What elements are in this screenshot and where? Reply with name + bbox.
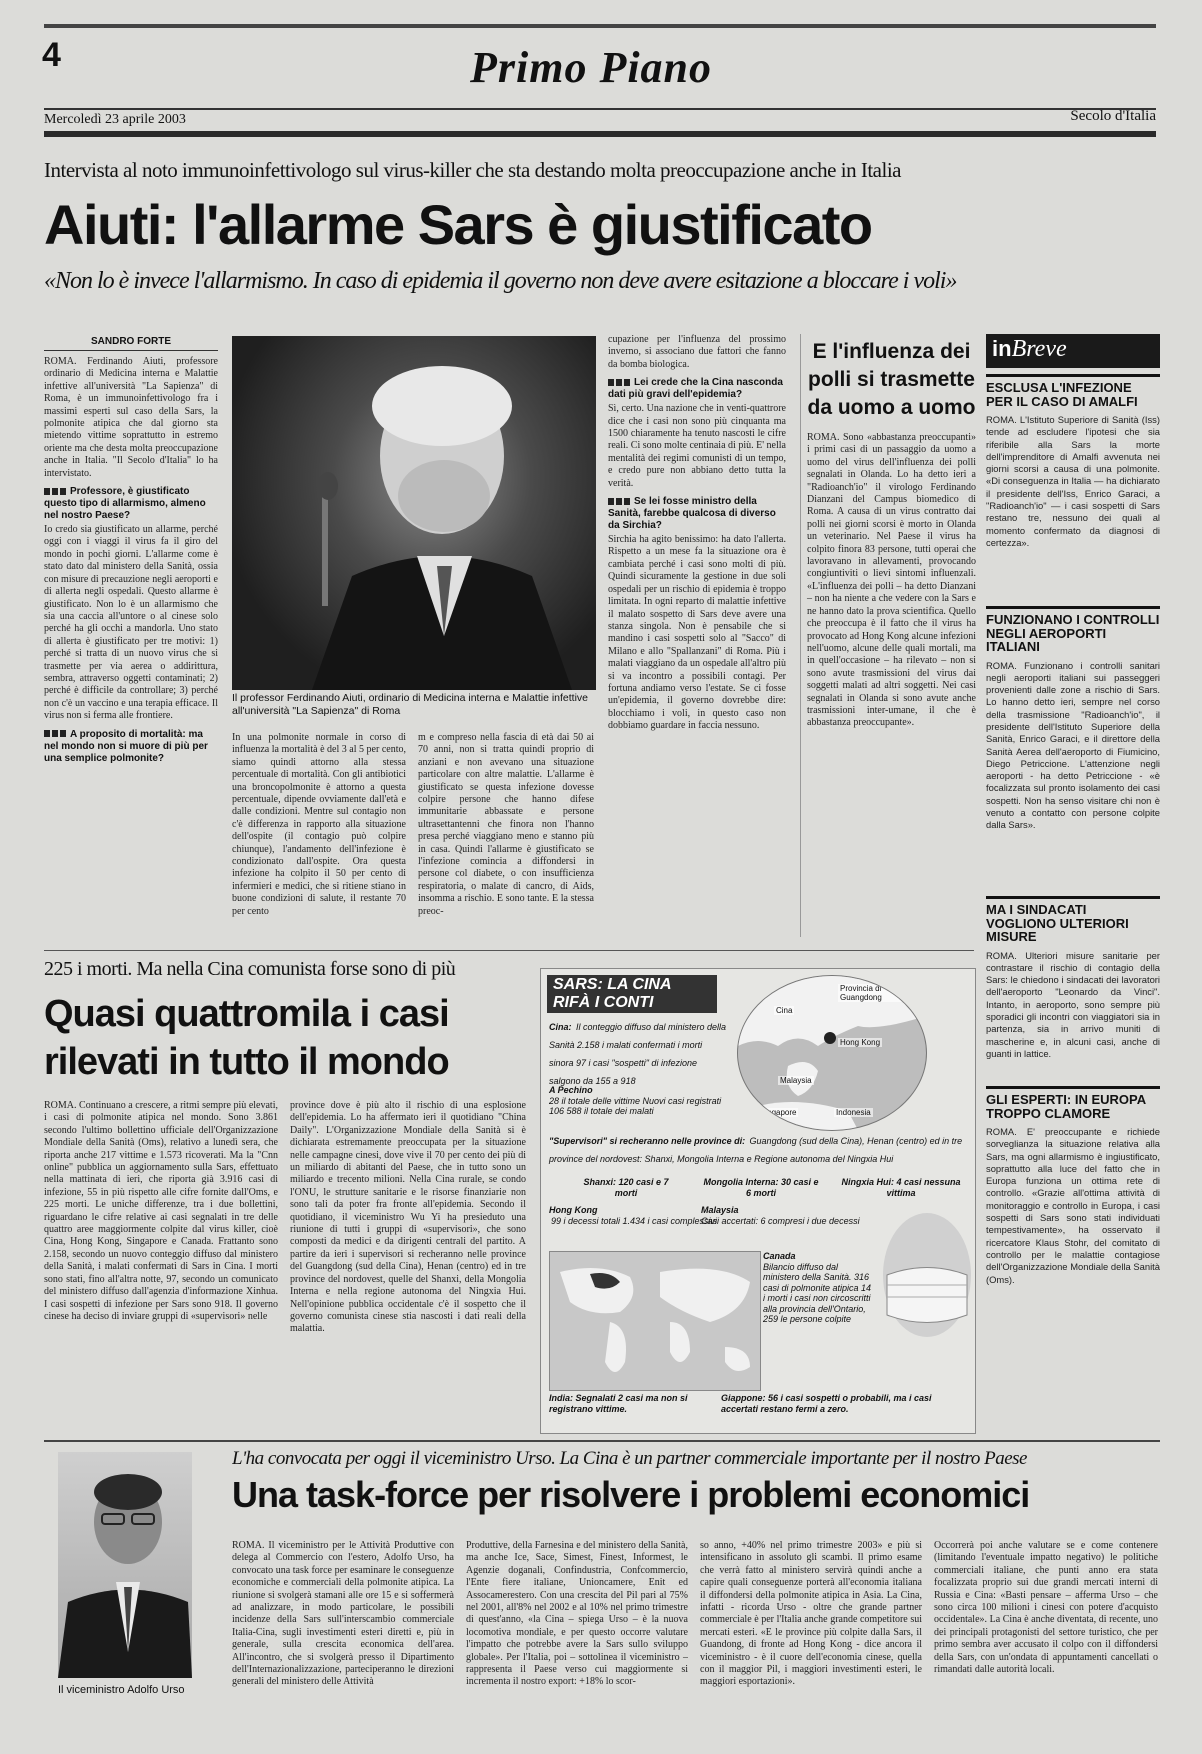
brief-text: ROMA. E' preoccupante e richiede sorveglianza la situazione relativa alla Sars, ma ogni allarmismo è ingiustificato, soprattutto alla luce del fatto che in Europa funziona un ottima rete di controllo. «Grazie all'ottima attività di monitoraggio e controllo in Europa, i casi sospetti di Sars sono stati individuati tempestivamente», ha osservato il ricercatore Klaus Stohr, del comitato di controllo per le malattie contagiose dell'Organizzazione Mondiale della Sanità (Oms). xyxy=(986,1126,1160,1285)
question-4 xyxy=(608,496,786,532)
mongolia-stat: Mongolia Interna: 30 casi e 6 morti xyxy=(703,1177,819,1198)
map-label-indonesia: Indonesia xyxy=(836,1108,871,1117)
aiuti-photo xyxy=(232,336,596,690)
pechino-text: 28 il totale delle vittime Nuovi casi registrati 106 588 il totale dei malati xyxy=(549,1095,722,1116)
malaysia-block xyxy=(701,1205,871,1245)
top-rule xyxy=(44,24,1156,28)
brief-item xyxy=(986,896,1160,1086)
canada-text: Bilancio diffuso dal ministero della Sanità. 316 casi di polmonite atipica 14 i morti i casi non circoscritti alla provincia dell'Ontario, 259 le persone colpite xyxy=(763,1261,872,1324)
lead-column-4 xyxy=(608,334,786,937)
asia-map xyxy=(737,975,927,1131)
brief-text: ROMA. L'Istituto Superiore di Sanità (Iss) tende ad escludere l'ipotesi che sia riferibile alla Sars la morte dell'imprenditore di Amalfi avvenuta nei giorni scorsi a causa di una polmonite. «Di conseguenza in Italia — ha dichiarato il presidente dell'Iss, Enrico Garaci, a "Radioanch'io" — i casi sospetti di Sars restano tre, nessuno dei quali al momento confermato da diagnosi di certezza». xyxy=(986,414,1160,548)
aiuti-photo-caption: Il professor Ferdinando Aiuti, ordinario di Medicina interna e Malattie infettive all'università "La Sapienza" di Roma xyxy=(232,692,589,717)
brief-text: ROMA. Ulteriori misure sanitarie per contrastare il rischio di contagio della Sars: le chiedono i sindacati dei lavoratori dell'aeroporto "Leonardo da Vinci". Intanto, in aeroporto, sono sempre più sporadici gli incontri con viaggiatori sia in partenza, sia in arrivo muniti di mascherine e, in alcuni casi, anche di guanti in lattice. xyxy=(986,949,1160,1059)
answer-4: Sirchia ha agito benissimo: ha dato l'allerta. Rispetto a un mese fa la situazione ora è cambiata perché i casi sono molti di più. Quindi sicuramente la gestione in due soli ospedali per un rischio di epidemia è troppo limitata. In ogni reparto di malattie infettive il malato sospetto di Sars deve avere una stanza singola. Non è pensabile che si mandino i casi sospetti solo al "Sacco" di Milano e allo "Spallanzani" di Roma. Più i malati viaggiano da un ospedale all'altro più si va incontro a possibili contagi. Per fortuna andiamo verso l'estate. Se ci fosse un'epidemia, il governo dovrebbe dire: blocchiamo i voli, in questo caso non dobbiamo guardare in faccia nessuno. xyxy=(608,534,786,732)
india-stat: India: Segnalati 2 casi ma non si registrano vittime. xyxy=(549,1393,688,1414)
map-label-singapore: Singapore xyxy=(760,1108,797,1117)
lead-subheadline: «Non lo è invece l'allarmismo. In caso di epidemia il governo non deve avere esitazione a bloccare i voli» xyxy=(44,268,957,294)
pechino-label: A Pechino xyxy=(549,1085,593,1095)
cina-block xyxy=(549,1017,729,1086)
brief-text: ROMA. Funzionano i controlli sanitari negli aeroporti italiani sui passeggeri provenienti dalle zone a rischio di Sars. Lo hanno detto ieri, sempre nel corso della trasmissione "Radioanch'io", il presidente dell'Istituto Superiore della Sanità, Enrico Garaci, e il direttore della Sanità Aerea dell'aeroporto di Fiumicino, Diego Petriccione. L'attenzione negli aeroporti - ha detto Petriccione - «è focalizzata sul pronto isolamento dei casi sospetti. Non ha senso visitare chi non è venuto a contatto con persone colpite dalla Sars». xyxy=(986,659,1160,831)
question-3 xyxy=(608,377,786,401)
second-column-1: ROMA. Continuano a crescere, a ritmi sempre più elevati, i casi di polmonite atipica nel mondo. Sono 3.861 secondo l'ultimo bollettino ufficiale dell'Organizzazione Mondiale della Sanità (Oms), relativo a lunedì sera, che riporta anche 217 vittime e 1.573 ricoverati. Ma la "Cnn online" pubblica un aggiornamento sulla Sars, effettuato nella mattinata di ieri, che riporta già 3.916 casi di infezione, 55 in più rispetto alle cifre fornite dall'Oms, e 225 morti. Le uniche differenze, tra i due bollettini, riguardano le cifre relative ai casi segnalati in tre delle quattro aree maggiormente colpite dal virus killer, cioè Cina, Hong Kong, Singapore e Canada. Frattanto sono 2.158, secondo un nuovo conteggio diffuso dal ministero della Sanità, i malati confermati di Sars in Cina. I morti sono stati, fino all'altra notte, 97, secondo un comunicato del ministero diffuso dall'agenzia d'informazione Xinhua. I casi sospetti di infezione per Sars sono 918. Il governo cinese ha deciso di inviare gruppi di «supervisori» nelle xyxy=(44,1100,278,1322)
second-column-2: province dove è più alto il rischio di una esplosione dell'epidemia. Lo ha affermato ieri il quotidiano "China Daily". L'Organizzazione Mondiale della Sanità si è dichiarata estremamente preoccupata per la situazione nelle campagne cinesi, dove vive il 70 per cento dei più di un miliardo di abitanti del Paese, che in tutto sono un miliardo e trecento milioni. Nella Cina rurale, se condo l'ONU, le strutture sanitarie e le risorse finanziarie non sono tali da poter fra fronte all'epidemia. Secondo il quotidiano, il viceministro Wu Yi ha presieduto una riunione di tutti i gruppi di «supervisori», che sono composti da medici e da dirigenti centrali del partito. A partire da ieri i supervisori si recheranno nelle province del Guangdong (sud della Cina), Henan (centro) ed in tre province del nordovest, quelle del Shanxi, della Mongolia Interna e nella regione autonoma del Ningxia Hui. Nell'opinione pubblica occidentale c'è il sospetto che il governo comunista cinese stia nascosti i dati reali della malattia. xyxy=(290,1100,526,1335)
canada-label: Canada xyxy=(763,1251,796,1261)
second-headline: Quasi quattromila i casi rilevati in tutto il mondo xyxy=(44,993,449,1083)
bottom-divider xyxy=(44,1440,1160,1442)
aiuti-portrait-icon xyxy=(232,336,596,690)
byline: SANDRO FORTE xyxy=(44,336,218,351)
brief-title: ESCLUSA L'INFEZIONE PER IL CASO DI AMALFI xyxy=(986,374,1160,408)
bottom-kicker: L'ha convocata per oggi il viceministro Urso. La Cina è un partner commerciale importante per il nostro Paese xyxy=(232,1448,1027,1469)
question-2 xyxy=(44,729,218,765)
lead-kicker: Intervista al noto immunoinfettivologo sul virus-killer che sta destando molta preoccupazione anche in Italia xyxy=(44,158,901,182)
map-label-hongkong: Hong Kong xyxy=(840,1038,881,1047)
question-marker-icon xyxy=(608,498,630,505)
section-title: Primo Piano xyxy=(470,43,713,92)
bottom-column-1: ROMA. Il viceministro per le Attività Produttive con delega al Commercio con l'estero, Adolfo Urso, ha convocato una task force per esaminare le conseguenze economiche e commerciali della polmonite atipica. La riunione si svolgerà stamani alle ore 15 e si soffermerà ad analizzare, in modo particolare, le possibili incidenze della Sars sull'interscambio commerciale Italia-Cina, sugli investimenti esteri diretti e, più in generale, sulla crescita economica dell'area. All'incontro, che si svolgerà presso il Dipartimento dell'Internazionalizzazione, parteciperanno le direzioni generali del ministero delle Attività xyxy=(232,1540,454,1688)
map-label-guangdong: Provincia di Guangdong xyxy=(838,984,912,1002)
question-1 xyxy=(44,486,218,522)
answer-3: Sì, certo. Una nazione che in venti-quattrore dice che i casi non sono più cinquanta ma 1500 chiaramente ha tenuto nascosti le cifre reali. Ci sono molte centinaia di più. E' nella mentalità dei regimi comunisti di un tempo, e credo pure non abbiano detto tutta la verità. xyxy=(608,403,786,489)
infographic-title-box xyxy=(547,975,717,1013)
map-label-malaysia: Malaysia xyxy=(780,1076,812,1085)
hongkong-label: Hong Kong xyxy=(549,1205,598,1215)
giappone-stat: Giappone: 56 i casi sospetti o probabili, ma i casi accertati restano fermi a zero. xyxy=(721,1393,932,1414)
question-1-text: Professore, è giustificato questo tipo di allarmismo, almeno nel nostro Paese? xyxy=(44,486,206,522)
brief-item xyxy=(986,1086,1160,1386)
in-breve-header xyxy=(986,334,1160,368)
sidebar-text: ROMA. Sono «abbastanza preoccupanti» i primi casi di un passaggio da uomo a uomo del virus dell'influenza dei polli segnalati in Olanda. Lo ha detto ieri a "Radioanch'io" il virologo Ferdinando Dianzani del Campus biomedico di Roma. A causa di un virus contratto dai polli nei giorni scorsi è morto in Olanda un veterinario. Nel Paese il virus ha colpito finora 83 persone, tutti operai che lavoravano in allevamenti, provocando congiuntiviti o lievi sintomi influenzali. «L'influenza dei polli – ha detto Dianzani – non ha niente a che vedere con la Sars e ne hanno dato la prova scientifica. Quello che preoccupa è il fatto che il virus ha provocato ad Hong Kong alcune infezioni nell'uomo, alcune delle quali mortali, ma in quell'occasione – ha rilevato – non si sono avute trasmissioni del virus dai soggetti malati ad altri soggetti. Nei casi segnalati in Olanda si sono avute anche trasmissioni inter-umane, il che è abbastanza preoccupante». xyxy=(807,432,976,729)
urso-photo xyxy=(58,1452,192,1678)
lead-column-1 xyxy=(44,336,218,936)
masthead-rule-bottom xyxy=(44,131,1156,137)
malaysia-text: Casi accertati: 6 compresi i due decessi xyxy=(701,1215,860,1226)
lead-headline: Aiuti: l'allarme Sars è giustificato xyxy=(44,193,872,256)
sidebar-box xyxy=(800,334,976,937)
question-marker-icon xyxy=(44,730,66,737)
in-breve-breve: Breve xyxy=(1011,336,1067,362)
brief-title: MA I SINDACATI VOGLIONO ULTERIORI MISURE xyxy=(986,896,1160,944)
map-label-cina: Cina xyxy=(776,1006,793,1015)
question-4-text: Se lei fosse ministro della Sanità, farebbe qualcosa di diverso da Sirchia? xyxy=(608,496,776,532)
bottom-column-3: so anno, +40% nel primo trimestre 2003» e più si intensificano in assoluto gli scambi. Il primo esame che verrà fatto al ministero servirà quindi anche a capire quali conseguenze porterà all'economia italiana il diffondersi della polmonite atipica in Asia. La Cina, infatti - ricorda Urso - oltre che grande partner commerciale è per l'Italia anche grande competitore sui mercati esteri. «E le province più colpite dalla Sars, il Guandong, di fronte ad Hong Kong - dice ancora il viceministro - è il cuore dell'economia cinese, quella con il maggior Pil, i maggiori investimenti esteri, le maggiori esportazioni». xyxy=(700,1540,922,1688)
sars-infographic xyxy=(540,968,976,1434)
world-map xyxy=(549,1251,761,1391)
hongkong-block xyxy=(549,1205,719,1245)
masked-face-icon xyxy=(857,1205,971,1355)
sidebar-headline: E l'influenza dei polli si trasmette da uomo a uomo xyxy=(807,340,976,419)
urso-photo-caption: Il viceministro Adolfo Urso xyxy=(58,1684,185,1696)
bottom-column-4: Occorrerà poi anche valutare se e come contenere (limitando l'eventuale impatto negativo) le politiche commerciali italiane, che punti anno era stata focalizzata proprio sui due grandi mercati interni di Russia e Cina: «Basti pensare – afferma Urso – che sono circa 100 milioni i cinesi con potere d'acquisto occidentale». La Cina è anche diventata, di recente, uno dei principali protagonisti del settore turistico, che per primo sembra aver accusato il colpo con il diffondersi della Sars, con un'ondata di appuntamenti cancellati o rimandati dalle autorità locali. xyxy=(934,1540,1158,1676)
lead-column-2: In una polmonite normale in corso di influenza la mortalità è del 3 al 5 per cento, siamo quindi attorno alla stessa percentuale di mortalità. Con gli antibiotici una broncopolmonite è attorno a questa percentuale, dipende ovviamente dall'età e dalle condizioni. Mentre sul contagio non c'è differenza in rapporto alla situazione dell'ospite (il contagio può colpire chiunque), l'andamento dell'infezione è condizionato dall'ospite. Ora questa infezione ha colpito il 50 per cento di infermieri e medici, che si ritiene stiano in buone condizioni di salute, il restante 70 per cento xyxy=(232,732,406,917)
brief-item xyxy=(986,374,1160,606)
face-mask-illustration xyxy=(857,1205,971,1355)
world-map-shape-icon xyxy=(550,1252,760,1390)
supervisori-text: Guangdong (sud della Cina), Henan (centro) ed in tre province del nordovest: Shanxi, Mongolia Interna e Regione autonoma del Ningxia Hui xyxy=(549,1136,963,1164)
lead-col4-intro: cupazione per l'influenza del prossimo inverno, si associano due fattori che fanno da bomba biologica. xyxy=(608,334,786,370)
masthead-date: Mercoledì 23 aprile 2003 xyxy=(44,112,186,127)
infographic-title-1: SARS: LA CINA xyxy=(553,976,672,993)
urso-portrait-icon xyxy=(58,1452,192,1678)
second-kicker: 225 i morti. Ma nella Cina comunista forse sono di più xyxy=(44,958,456,980)
canada-block xyxy=(763,1251,873,1381)
brief-item xyxy=(986,606,1160,896)
bottom-headline: Una task-force per risolvere i problemi economici xyxy=(232,1474,1030,1515)
brief-title: GLI ESPERTI: IN EUROPA TROPPO CLAMORE xyxy=(986,1086,1160,1120)
infographic-title-2: RIFÀ I CONTI xyxy=(553,994,654,1011)
supervisori-label: "Supervisori" si recheranno nelle province di: xyxy=(549,1136,746,1146)
brief-title: FUNZIONANO I CONTROLLI NEGLI AEROPORTI ITALIANI xyxy=(986,606,1160,654)
malaysia-label: Malaysia xyxy=(701,1205,739,1215)
cina-label: Cina: xyxy=(549,1022,572,1032)
question-3-text: Lei crede che la Cina nasconda dati più gravi dell'epidemia? xyxy=(608,377,783,401)
page-number: 4 xyxy=(42,36,61,74)
supervisori-block xyxy=(549,1131,969,1175)
shanxi-stat: Shanxi: 120 casi e 7 morti xyxy=(583,1177,669,1198)
in-breve-column xyxy=(986,334,1160,1430)
question-marker-icon xyxy=(608,379,630,386)
section-divider xyxy=(44,950,974,951)
ningxia-stat: Ningxia Hui: 4 casi nessuna vittima xyxy=(841,1177,961,1198)
hongkong-text: 99 i decessi totali 1.434 i casi complessivi xyxy=(550,1215,718,1226)
question-2-text: A proposito di mortalità: ma nel mondo non si muore di più per una semplice polmonite? xyxy=(44,728,208,764)
bottom-column-2: Produttive, della Farnesina e del ministero della Sanità, ma anche Ice, Sace, Simest, Finest, Informest, le Agenzie doganali, Confindustria, Confcommercio, l'Ente fiere italiane, Unioncamere, Enit ed Assocamerestero. Con una crescita del Pil pari al 75% nel 2001, all'8% nel 2002 e al 10% nel primo trimestre di quest'anno, «la Cina – spiega Urso – è la nuova locomotiva mondiale, e per questo occorre valutare l'impatto che potrebbe avere la Sars sullo sviluppo globale». Per l'Italia, poi – sottolinea il viceministro – rappresenta il Paese verso cui maggiormente si incrementa il nostro export: +18% lo scor- xyxy=(466,1540,688,1688)
lead-column-3: m e compreso nella fascia di età dai 50 ai 70 anni, non si tratta quindi proprio di anziani e non avevano una situazione particolare con altre malattie. L'allarme è giustificato se questa infezione dovesse colpire persone che hanno difese immunitarie abbassate e persone ultrasettantenni che finora non l'hanno presa perché viaggiano meno e stanno più in casa. Quindi l'allarme è giustificato se l'infezione comincia a diffondersi in persone col diabete, o con insufficienza respiratoria, o malate di cancro, di Aids, insomma a rischio. E sono tante. E la stessa preoc- xyxy=(418,732,594,917)
pechino-block xyxy=(549,1085,729,1129)
question-marker-icon xyxy=(44,488,66,495)
answer-1: Io credo sia giustificato un allarme, perché oggi con i viaggi il virus fa il giro del mondo in pochi giorni. L'allarme come è stato dato dal ministero della Sanità, ossia con misure di precauzione negli aeroporti e di allerta negli ospedali. Questo allarme è giustificato. Non lo è un allarmismo che sia una caccia all'untore o al cinese solo perché ha gli occhi a mandorla. Uno stato di allerta è giustificato per tre motivi: 1) perché si tratta di un nuovo virus che si trasmette per via aerea o addirittura, sembra, attraverso oggetti contaminati; 2) perché è difficile da controllare; 3) perché non c'è un vaccino e una terapia efficace. Il virus non si ferma alle frontiere. xyxy=(44,524,218,722)
cina-text: Il conteggio diffuso dal ministero della Sanità 2.158 i malati confermati i morti sinora 97 i casi "sospetti" di infezione salgono da 155 a 918 xyxy=(549,1022,727,1086)
masthead-newspaper: Secolo d'Italia xyxy=(1070,108,1156,124)
in-breve-in: in xyxy=(992,336,1012,361)
lead-intro: ROMA. Ferdinando Aiuti, professore ordinario di Medicina interna e Malattie infettive all'università "La Sapienza" di Roma, è un immunoinfettivologo fra i massimi esperti sul caso della Sars, la polmonite atipica che dal giorno sta mietendo vittime soprattutto in estremo oriente ma che desta molta preoccupazione anche in Italia. "Il Secolo d'Italia" lo ha intervistato. xyxy=(44,356,218,479)
